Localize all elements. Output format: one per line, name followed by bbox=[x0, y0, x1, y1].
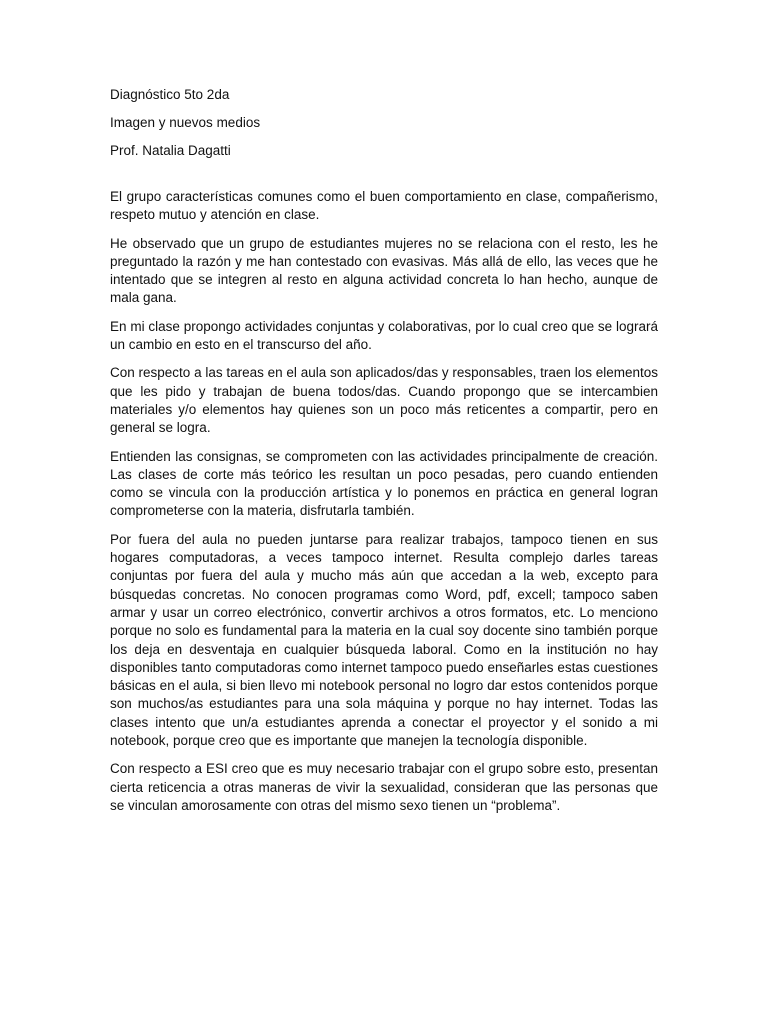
subject-name: Imagen y nuevos medios bbox=[110, 115, 261, 130]
paragraph-technology-access: Por fuera del aula no pueden juntarse para realizar trabajos, tampoco tienen en sus hogares computadoras, a veces tampoco internet. Resulta complejo darles tareas conjuntas por fuera del aula y mucho más aún que accedan a la web, excepto para búsquedas concretas. No conocen programas como Word, pdf, excell; tampoco saben armar y usar un correo electrónico, convertir archivos a otros formatos, etc. Lo menciono porque no solo es fundamental para la materia en la cual soy docente sino también porque los deja en desventaja en cualquier búsqueda laboral. Como en la institución no hay disponibles tanto computadoras como internet tampoco puedo enseñarles estas cuestiones básicas en el aula, si bien llevo mi notebook personal no logro dar estos contenidos porque son muchos/as estudiantes para una sola máquina y porque no hay internet. Todas las clases intento que un/a estudiantes aprenda a conectar el proyector y el sonido a mi notebook, porque creo que es importante que manejen la tecnología disponible. bbox=[110, 531, 658, 749]
teacher-name: Prof. Natalia Dagatti bbox=[110, 143, 231, 158]
paragraph-classroom-tasks: Con respecto a las tareas en el aula son aplicados/das y responsables, traen los elementos que les pido y trabajan de buena todos/das. Cuando propongo que se intercambien materiales y/o elementos hay quienes son un poco más reticentes a compartir, pero en general se logra. bbox=[110, 365, 658, 436]
paragraph-collaborative-activities: En mi clase propongo actividades conjuntas y colaborativas, por lo cual creo que se logrará un cambio en esto en el transcurso del año. bbox=[110, 318, 658, 353]
document-content bbox=[110, 86, 658, 825]
paragraph-group-characteristics: El grupo características comunes como el buen comportamiento en clase, compañerismo, respeto mutuo y atención en clase. bbox=[110, 189, 658, 223]
paragraph-student-integration: He observado que un grupo de estudiantes mujeres no se relaciona con el resto, les he preguntado la razón y me han contestado con evasivas. Más allá de ello, las veces que he intentado que se integren al resto en alguna actividad concreta lo han hecho, aunque de mala gana. bbox=[110, 235, 658, 306]
document-body bbox=[110, 188, 658, 815]
paragraph-esi: Con respecto a ESI creo que es muy necesario trabajar con el grupo sobre esto, presentan cierta reticencia a otras maneras de vivir la sexualidad, consideran que las personas que se vinculan amorosamente con otras del mismo sexo tienen un “problema”. bbox=[110, 761, 658, 813]
document-header bbox=[110, 86, 658, 160]
paragraph-assignments: Entienden las consignas, se comprometen con las actividades principalmente de creación. Las clases de corte más teórico les resultan un poco pesadas, pero cuando entienden como se vincula con la producción artística y lo ponemos en práctica en general logran comprometerse con la materia, disfrutarla también. bbox=[110, 448, 658, 519]
course-title: Diagnóstico 5to 2da bbox=[110, 87, 230, 102]
